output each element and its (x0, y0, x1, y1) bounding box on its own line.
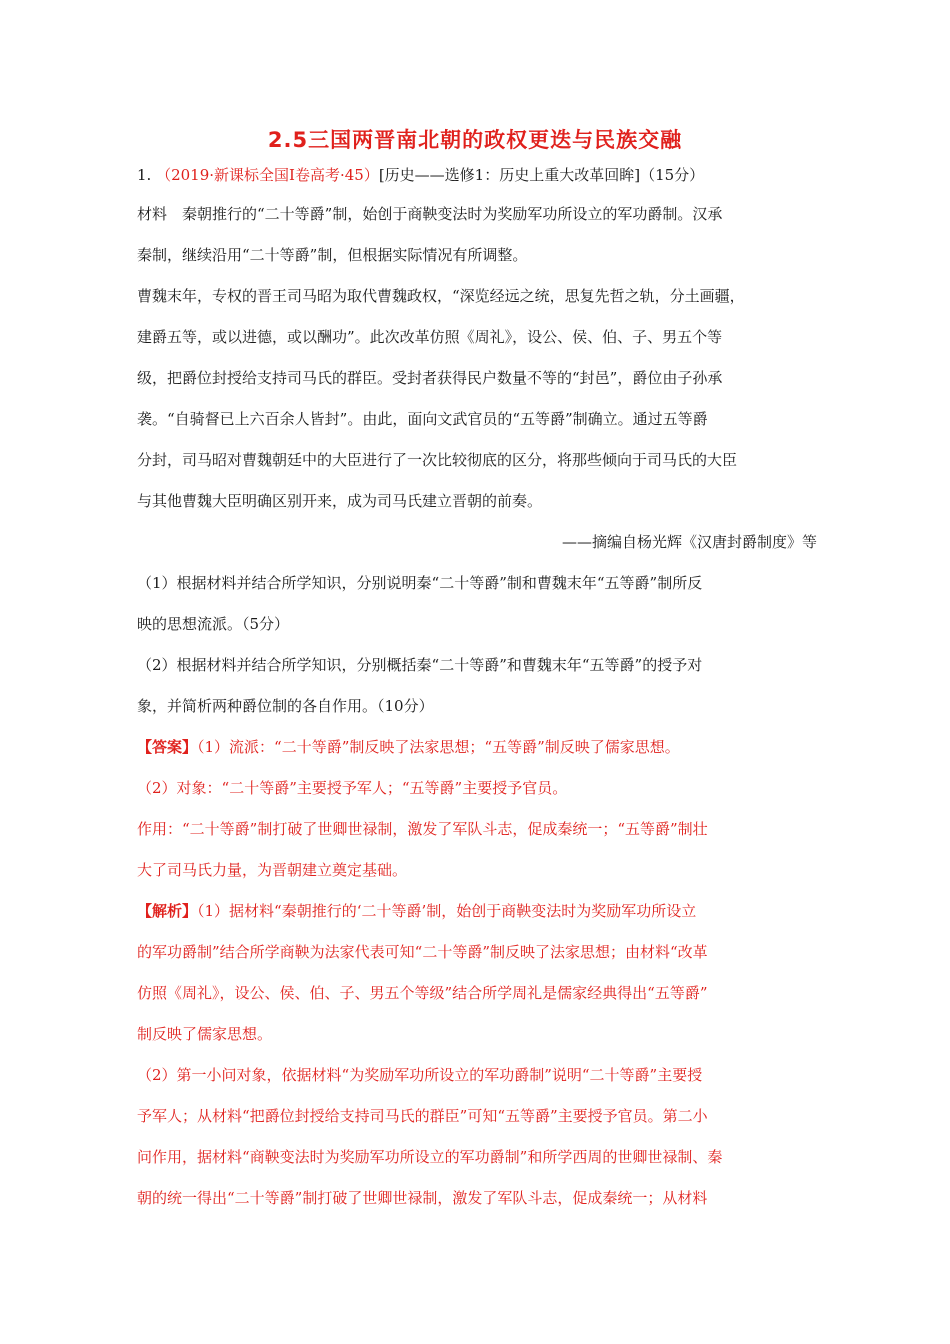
sub-question-line: （1）根据材料并结合所学知识，分别说明秦“二十等爵”制和曹魏末年“五等爵”制所反 (137, 574, 703, 592)
material-line: 袭。“自骑督已上六百余人皆封”。由此，面向文武官员的“五等爵”制确立。通过五等爵 (137, 410, 708, 428)
answer-first-line (137, 727, 817, 768)
material-line: 建爵五等，或以进德，或以酬功”。此次改革仿照《周礼》，设公、侯、伯、子、男五个等 (137, 328, 723, 346)
analysis-block (137, 891, 817, 1219)
analysis-line: 予军人；从材料“把爵位封授给支持司马氏的群臣”可知“五等爵”主要授予官员。第二小 (137, 1107, 708, 1125)
analysis-label: 【解析】 (137, 902, 198, 920)
analysis-line: （2）第一小问对象，依据材料“为奖励军功所设立的军功爵制”说明“二十等爵”主要授 (137, 1066, 703, 1084)
analysis-line: 问作用，据材料“商鞅变法时为奖励军功所设立的军功爵制”和所学西周的世卿世禄制、秦 (137, 1148, 723, 1166)
sub-question-line: 映的思想流派。（5分） (137, 615, 290, 633)
material-citation: ——摘编自杨光辉《汉唐封爵制度》等 (561, 533, 817, 551)
material-line: 材料 秦朝推行的“二十等爵”制，始创于商鞅变法时为奖励军功所设立的军功爵制。汉承 (137, 205, 723, 223)
analysis-line: 制反映了儒家思想。 (137, 1025, 273, 1043)
answer-line: 作用：“二十等爵”制打破了世卿世禄制，激发了军队斗志，促成秦统一；“五等爵”制壮 (137, 820, 708, 838)
answer-block (137, 727, 817, 891)
material-line: 分封，司马昭对曹魏朝廷中的大臣进行了一次比较彻底的区分，将那些倾向于司马氏的大臣 (137, 451, 738, 469)
material-line: 与其他曹魏大臣明确区别开来，成为司马氏建立晋朝的前奏。 (137, 492, 543, 510)
analysis-line: 朝的统一得出“二十等爵”制打破了世卿世禄制，激发了军队斗志，促成秦统一；从材料 (137, 1189, 708, 1207)
sub-question-line: 象，并简析两种爵位制的各自作用。（10分） (137, 697, 434, 715)
material-line: 级，把爵位封授给支持司马氏的群臣。受封者获得民户数量不等的“封邑”，爵位由子孙承 (137, 369, 723, 387)
sub-question-line: （2）根据材料并结合所学知识，分别概括秦“二十等爵”和曹魏末年“五等爵”的授予对 (137, 656, 703, 674)
answer-line: （2）对象：“二十等爵”主要授予军人；“五等爵”主要授予官员。 (137, 779, 568, 797)
material-line: 曹魏末年，专权的晋王司马昭为取代曹魏政权，“深览经远之统，思复先哲之轨，分土画疆， (137, 287, 745, 305)
document-body (137, 160, 817, 1219)
material-line: 秦制，继续沿用“二十等爵”制，但根据实际情况有所调整。 (137, 246, 528, 264)
answer-text: （1）流派：“二十等爵”制反映了法家思想；“五等爵”制反映了儒家思想。 (197, 738, 680, 756)
analysis-first-line (137, 891, 817, 932)
material-block (137, 194, 817, 563)
analysis-line: 的军功爵制”结合所学商鞅为法家代表可知“二十等爵”制反映了法家思想；由材料“改革 (137, 943, 708, 961)
question-header-text: [历史——选修1：历史上重大改革回眸]（15分） (378, 166, 705, 184)
page-title: 2.5三国两晋南北朝的政权更迭与民族交融 (267, 128, 683, 152)
sub-questions (137, 563, 817, 727)
question-number: 1. (137, 166, 152, 184)
answer-label: 【答案】 (137, 738, 198, 756)
analysis-text: （1）据材料“秦朝推行的‘二十等爵’制，始创于商鞅变法时为奖励军功所设立 (197, 902, 697, 920)
question-source: （2019·新课标全国Ⅰ卷高考·45） (156, 166, 379, 184)
answer-line: 大了司马氏力量，为晋朝建立奠定基础。 (137, 861, 408, 879)
analysis-line: 仿照《周礼》，设公、侯、伯、子、男五个等级”结合所学周礼是儒家经典得出“五等爵” (137, 984, 708, 1002)
question-header (137, 160, 817, 190)
